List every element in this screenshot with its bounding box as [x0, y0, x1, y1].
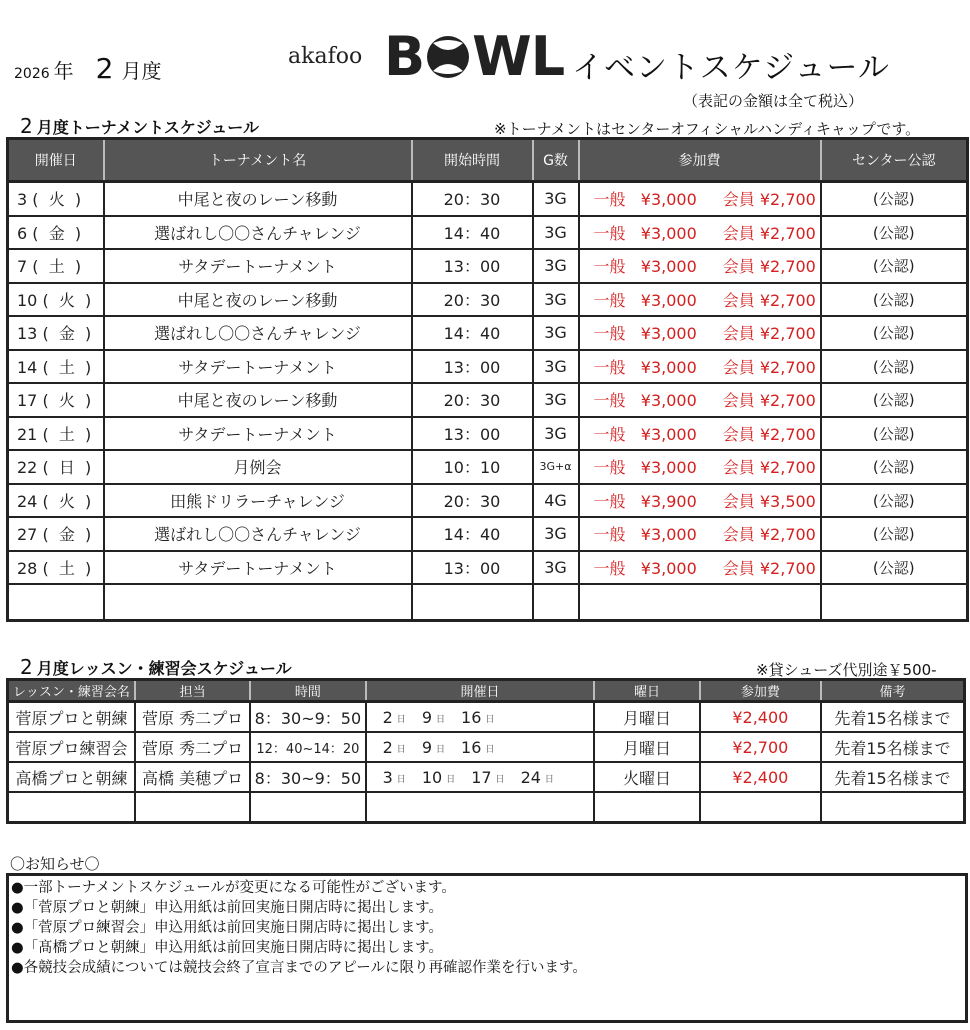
member-fee: ¥3,500 — [759, 491, 816, 511]
lesson-day-number: 24 — [520, 767, 541, 787]
lesson-weekday: 月曜日 — [594, 732, 699, 762]
month: 2 — [95, 52, 114, 85]
start-time: 14：40 — [412, 216, 533, 250]
day-number: 22 — [17, 458, 38, 478]
tournament-row — [8, 383, 968, 417]
tournament-row — [8, 417, 968, 451]
center-certified: (公認) — [821, 517, 968, 551]
lesson-date — [422, 768, 455, 787]
empty-cell — [700, 792, 821, 823]
game-count: 3G — [533, 249, 579, 283]
member-label: 会員 — [722, 558, 755, 578]
member-label: 会員 — [722, 223, 755, 243]
entry-fee — [579, 249, 821, 283]
notice-line: ●「菅原プロと朝練」申込用紙は前回実施日開店時に掲出します。 — [11, 900, 443, 916]
day-number: 13 — [17, 324, 38, 344]
event-date — [8, 484, 104, 518]
weekday-paren: ( — [37, 290, 59, 310]
event-date — [8, 283, 104, 317]
lesson-weekday: 火曜日 — [594, 762, 699, 792]
weekday-paren: ) — [74, 525, 92, 545]
center-certified: (公認) — [821, 484, 968, 518]
entry-fee — [579, 417, 821, 451]
lesson-row — [8, 732, 965, 762]
notice-line: ●各競技会成績については競技会終了宣言までのアピールに限り再確認作業を行います。 — [11, 960, 587, 976]
center-certified: (公認) — [821, 249, 968, 283]
col-remarks: 備考 — [821, 680, 964, 702]
game-count: 3G+α — [533, 450, 579, 484]
game-count: 3G — [533, 517, 579, 551]
weekday: 火 — [58, 391, 75, 411]
general-fee: ¥3,000 — [640, 525, 697, 545]
event-date — [8, 316, 104, 350]
game-count: 3G — [533, 383, 579, 417]
lesson-section-title — [20, 655, 292, 679]
general-fee: ¥3,000 — [640, 357, 697, 377]
game-count: 3G — [533, 182, 579, 216]
general-label: 一般 — [593, 324, 626, 344]
weekday-paren: ) — [64, 223, 82, 243]
start-time: 20：30 — [412, 484, 533, 518]
tournament-name: 選ばれし〇〇さんチャレンジ — [104, 316, 412, 350]
entry-fee — [579, 551, 821, 585]
notice-line: ●「菅原プロ練習会」申込用紙は前回実施日開店時に掲出します。 — [11, 920, 443, 936]
tournament-row — [8, 350, 968, 384]
day-number: 10 — [17, 290, 38, 310]
col-lesson-name: レッスン・練習会名 — [8, 680, 135, 702]
lesson-time: 8：30~9：50 — [250, 702, 365, 733]
weekday: 日 — [58, 458, 75, 478]
logo-letter-b: B — [384, 25, 425, 88]
weekday-paren: ( — [37, 391, 59, 411]
member-fee: ¥2,700 — [759, 290, 816, 310]
tournament-row — [8, 182, 968, 216]
lesson-day-number: 16 — [461, 737, 482, 757]
notice-title: 〇お知らせ〇 — [10, 855, 100, 873]
col-weekday: 曜日 — [594, 680, 699, 702]
empty-cell — [104, 584, 412, 621]
day-suffix: 日 — [544, 774, 554, 785]
lesson-section-label: 月度レッスン・練習会スケジュール — [36, 659, 292, 678]
center-certified: (公認) — [821, 182, 968, 216]
weekday-paren: ) — [64, 190, 82, 210]
tournament-name: 中尾と夜のレーン移動 — [104, 283, 412, 317]
day-suffix: 日 — [436, 744, 446, 755]
weekday: 火 — [48, 190, 65, 210]
day-number: 3 — [17, 190, 28, 210]
weekday: 土 — [48, 257, 65, 277]
lesson-dates — [366, 732, 595, 762]
center-certified: (公認) — [821, 383, 968, 417]
general-label: 一般 — [593, 290, 626, 310]
col-date: 開催日 — [8, 139, 104, 182]
year-suffix: 年 — [53, 59, 74, 83]
lesson-day-number: 9 — [421, 737, 432, 757]
game-count: 3G — [533, 551, 579, 585]
member-fee: ¥2,700 — [759, 357, 816, 377]
weekday-paren: ) — [74, 458, 92, 478]
weekday: 土 — [58, 357, 75, 377]
day-number: 27 — [17, 525, 38, 545]
tournament-name: 選ばれし〇〇さんチャレンジ — [104, 517, 412, 551]
member-label: 会員 — [722, 357, 755, 377]
lesson-name: 菅原プロと朝練 — [8, 702, 135, 733]
tournament-name: 中尾と夜のレーン移動 — [104, 182, 412, 216]
col-fee: 参加費 — [579, 139, 821, 182]
member-label: 会員 — [722, 290, 755, 310]
general-label: 一般 — [593, 525, 626, 545]
lesson-row — [8, 702, 965, 733]
lesson-table — [6, 678, 966, 824]
weekday: 金 — [58, 525, 75, 545]
tournament-row — [8, 283, 968, 317]
member-label: 会員 — [722, 257, 755, 277]
lesson-fee: ¥2,400 — [700, 702, 821, 733]
general-label: 一般 — [593, 190, 626, 210]
notice-line: ●「髙橋プロと朝練」申込用紙は前回実施日開店時に掲出します。 — [11, 940, 443, 956]
entry-fee — [579, 316, 821, 350]
lesson-day-number: 10 — [421, 767, 443, 787]
lesson-row — [8, 762, 965, 792]
tournament-row — [8, 249, 968, 283]
lesson-coach: 高橋 美穂プロ — [135, 762, 250, 792]
col-games: G数 — [533, 139, 579, 182]
game-count: 3G — [533, 283, 579, 317]
member-label: 会員 — [722, 458, 755, 478]
entry-fee — [579, 450, 821, 484]
empty-cell — [533, 584, 579, 621]
lesson-time: 12：40~14：20 — [250, 732, 365, 762]
weekday-paren: ) — [74, 391, 92, 411]
lesson-date — [461, 708, 494, 727]
weekday-paren: ( — [37, 525, 59, 545]
start-time: 14：40 — [412, 316, 533, 350]
lesson-name: 高橋プロと朝練 — [8, 762, 135, 792]
entry-fee — [579, 182, 821, 216]
lesson-remark: 先着15名様まで — [821, 732, 964, 762]
empty-cell — [594, 792, 699, 823]
day-suffix: 日 — [396, 774, 406, 785]
page-title: イベントスケジュール — [572, 50, 890, 86]
center-certified: (公認) — [821, 417, 968, 451]
weekday-paren: ) — [74, 424, 92, 444]
general-fee: ¥3,000 — [640, 290, 697, 310]
weekday: 土 — [58, 558, 75, 578]
empty-cell — [8, 584, 104, 621]
member-label: 会員 — [722, 525, 755, 545]
center-certified: (公認) — [821, 450, 968, 484]
day-number: 7 — [17, 257, 28, 277]
tournament-name: サタデートーナメント — [104, 417, 412, 451]
event-date — [8, 216, 104, 250]
col-coach: 担当 — [135, 680, 250, 702]
day-suffix: 日 — [396, 744, 406, 755]
lesson-weekday: 月曜日 — [594, 702, 699, 733]
entry-fee — [579, 517, 821, 551]
day-suffix: 日 — [396, 714, 406, 725]
general-fee: ¥3,000 — [640, 558, 697, 578]
general-label: 一般 — [593, 491, 626, 511]
lesson-row-empty — [8, 792, 965, 823]
lesson-date — [383, 708, 406, 727]
lesson-date — [422, 708, 445, 727]
event-date — [8, 417, 104, 451]
center-certified: (公認) — [821, 216, 968, 250]
game-count: 4G — [533, 484, 579, 518]
logo-letters-wl: WL — [472, 25, 565, 88]
general-fee: ¥3,900 — [640, 491, 697, 511]
member-fee: ¥2,700 — [759, 190, 816, 210]
tournament-name: 選ばれし〇〇さんチャレンジ — [104, 216, 412, 250]
event-date — [8, 383, 104, 417]
lesson-header-row — [8, 680, 965, 702]
general-label: 一般 — [593, 357, 626, 377]
year: 2026 — [14, 66, 50, 82]
day-suffix: 日 — [485, 714, 495, 725]
lesson-coach: 菅原 秀二プロ — [135, 702, 250, 733]
day-number: 14 — [17, 357, 38, 377]
tournament-name: 中尾と夜のレーン移動 — [104, 383, 412, 417]
tournament-row — [8, 551, 968, 585]
day-number: 21 — [17, 424, 38, 444]
weekday-paren: ) — [74, 357, 92, 377]
game-count: 3G — [533, 316, 579, 350]
lesson-remark: 先着15名様まで — [821, 762, 964, 792]
weekday-paren: ( — [27, 190, 49, 210]
empty-cell — [821, 792, 964, 823]
weekday-paren: ) — [64, 257, 82, 277]
lesson-dates — [366, 702, 595, 733]
lesson-day-number: 2 — [382, 737, 393, 757]
weekday-paren: ) — [74, 491, 92, 511]
member-label: 会員 — [722, 391, 755, 411]
lesson-day-number: 17 — [471, 767, 492, 787]
member-label: 会員 — [722, 190, 755, 210]
general-fee: ¥3,000 — [640, 190, 697, 210]
bowling-ball-logo-icon — [426, 35, 470, 79]
general-label: 一般 — [593, 223, 626, 243]
day-suffix: 日 — [485, 744, 495, 755]
tournament-row — [8, 450, 968, 484]
col-certified: センター公認 — [821, 139, 968, 182]
event-date — [8, 350, 104, 384]
lesson-day-number: 2 — [382, 707, 393, 727]
lesson-name: 菅原プロ練習会 — [8, 732, 135, 762]
member-label: 会員 — [722, 324, 755, 344]
game-count: 3G — [533, 216, 579, 250]
center-certified: (公認) — [821, 551, 968, 585]
weekday-paren: ( — [27, 257, 49, 277]
day-number: 17 — [17, 391, 38, 411]
general-fee: ¥3,000 — [640, 424, 697, 444]
start-time: 14：40 — [412, 517, 533, 551]
member-label: 会員 — [722, 424, 755, 444]
general-label: 一般 — [593, 424, 626, 444]
col-time: 時間 — [250, 680, 365, 702]
weekday-paren: ( — [27, 223, 49, 243]
weekday: 金 — [58, 324, 75, 344]
schedule-period — [14, 52, 161, 85]
empty-cell — [821, 584, 968, 621]
entry-fee — [579, 350, 821, 384]
day-number: 24 — [17, 491, 38, 511]
general-label: 一般 — [593, 257, 626, 277]
event-date — [8, 450, 104, 484]
lesson-dates — [366, 762, 595, 792]
tournament-row — [8, 316, 968, 350]
lesson-date — [422, 738, 445, 757]
general-fee: ¥3,000 — [640, 324, 697, 344]
weekday-paren: ( — [37, 424, 59, 444]
start-time: 13：00 — [412, 551, 533, 585]
start-time: 20：30 — [412, 383, 533, 417]
entry-fee — [579, 283, 821, 317]
weekday: 金 — [48, 223, 65, 243]
tax-note: （表記の金額は全て税込） — [683, 92, 864, 110]
general-fee: ¥3,000 — [640, 458, 697, 478]
center-certified: (公認) — [821, 316, 968, 350]
day-suffix: 日 — [495, 774, 505, 785]
lesson-coach: 菅原 秀二プロ — [135, 732, 250, 762]
tournament-name: サタデートーナメント — [104, 551, 412, 585]
lesson-date — [471, 768, 504, 787]
weekday: 火 — [58, 290, 75, 310]
tournament-name: 田熊ドリラーチャレンジ — [104, 484, 412, 518]
weekday-paren: ( — [37, 357, 59, 377]
lesson-date — [461, 738, 494, 757]
shoe-rental-note: ※貸シューズ代別途￥500- — [756, 661, 937, 679]
member-label: 会員 — [722, 491, 755, 511]
empty-cell — [250, 792, 365, 823]
lesson-date — [383, 738, 406, 757]
tournament-header-row — [8, 139, 968, 182]
tournament-row-empty — [8, 584, 968, 621]
game-count: 3G — [533, 417, 579, 451]
game-count: 3G — [533, 350, 579, 384]
day-suffix: 日 — [446, 774, 456, 785]
empty-cell — [579, 584, 821, 621]
tournament-row — [8, 216, 968, 250]
start-time: 13：00 — [412, 417, 533, 451]
start-time: 20：30 — [412, 182, 533, 216]
weekday-paren: ) — [74, 290, 92, 310]
member-fee: ¥2,700 — [759, 458, 816, 478]
general-fee: ¥3,000 — [640, 391, 697, 411]
lesson-day-number: 3 — [382, 767, 393, 787]
empty-cell — [366, 792, 595, 823]
col-tournament-name: トーナメント名 — [104, 139, 412, 182]
start-time: 20：30 — [412, 283, 533, 317]
weekday: 火 — [58, 491, 75, 511]
tournament-row — [8, 517, 968, 551]
event-date — [8, 517, 104, 551]
month-suffix: 月度 — [121, 59, 162, 83]
member-fee: ¥2,700 — [759, 257, 816, 277]
member-fee: ¥2,700 — [759, 391, 816, 411]
start-time: 10：10 — [412, 450, 533, 484]
handicap-note: ※トーナメントはセンターオフィシャルハンディキャップです。 — [494, 120, 921, 138]
weekday-paren: ( — [37, 491, 59, 511]
weekday-paren: ) — [74, 558, 92, 578]
start-time: 13：00 — [412, 249, 533, 283]
entry-fee — [579, 216, 821, 250]
member-fee: ¥2,700 — [759, 558, 816, 578]
tournament-row — [8, 484, 968, 518]
general-label: 一般 — [593, 558, 626, 578]
lesson-section-month: 2 — [20, 655, 33, 679]
empty-cell — [8, 792, 135, 823]
lesson-day-number: 9 — [421, 707, 432, 727]
weekday-paren: ( — [37, 558, 59, 578]
empty-cell — [412, 584, 533, 621]
day-suffix: 日 — [436, 714, 446, 725]
entry-fee — [579, 484, 821, 518]
member-fee: ¥2,700 — [759, 424, 816, 444]
lesson-remark: 先着15名様まで — [821, 702, 964, 733]
empty-cell — [135, 792, 250, 823]
weekday-paren: ) — [74, 324, 92, 344]
day-number: 6 — [17, 223, 28, 243]
member-fee: ¥2,700 — [759, 525, 816, 545]
member-fee: ¥2,700 — [759, 324, 816, 344]
tournament-name: 月例会 — [104, 450, 412, 484]
col-lesson-fee: 参加費 — [700, 680, 821, 702]
general-label: 一般 — [593, 391, 626, 411]
general-fee: ¥3,000 — [640, 223, 697, 243]
logo-akafoo: akafoo — [288, 44, 363, 69]
notice-box — [6, 873, 968, 1023]
event-date — [8, 249, 104, 283]
tournament-name: サタデートーナメント — [104, 350, 412, 384]
general-fee: ¥3,000 — [640, 257, 697, 277]
notice-line: ●一部トーナメントスケジュールが変更になる可能性がございます。 — [11, 880, 456, 896]
weekday-paren: ( — [37, 324, 59, 344]
lesson-date — [383, 768, 406, 787]
entry-fee — [579, 383, 821, 417]
center-certified: (公認) — [821, 350, 968, 384]
center-certified: (公認) — [821, 283, 968, 317]
col-start-time: 開始時間 — [412, 139, 533, 182]
tournament-section-title — [20, 114, 259, 138]
tournament-section-month: 2 — [20, 114, 33, 138]
tournament-table — [6, 137, 969, 622]
col-dates: 開催日 — [366, 680, 595, 702]
weekday-paren: ( — [37, 458, 59, 478]
weekday: 土 — [58, 424, 75, 444]
event-date — [8, 182, 104, 216]
tournament-name: サタデートーナメント — [104, 249, 412, 283]
lesson-date — [521, 768, 554, 787]
event-date — [8, 551, 104, 585]
lesson-fee: ¥2,700 — [700, 732, 821, 762]
lesson-day-number: 16 — [461, 707, 482, 727]
day-number: 28 — [17, 558, 38, 578]
start-time: 13：00 — [412, 350, 533, 384]
lesson-time: 8：30~9：50 — [250, 762, 365, 792]
logo-bowl — [384, 25, 565, 88]
lesson-fee: ¥2,400 — [700, 762, 821, 792]
member-fee: ¥2,700 — [759, 223, 816, 243]
general-label: 一般 — [593, 458, 626, 478]
tournament-section-label: 月度トーナメントスケジュール — [36, 118, 259, 137]
